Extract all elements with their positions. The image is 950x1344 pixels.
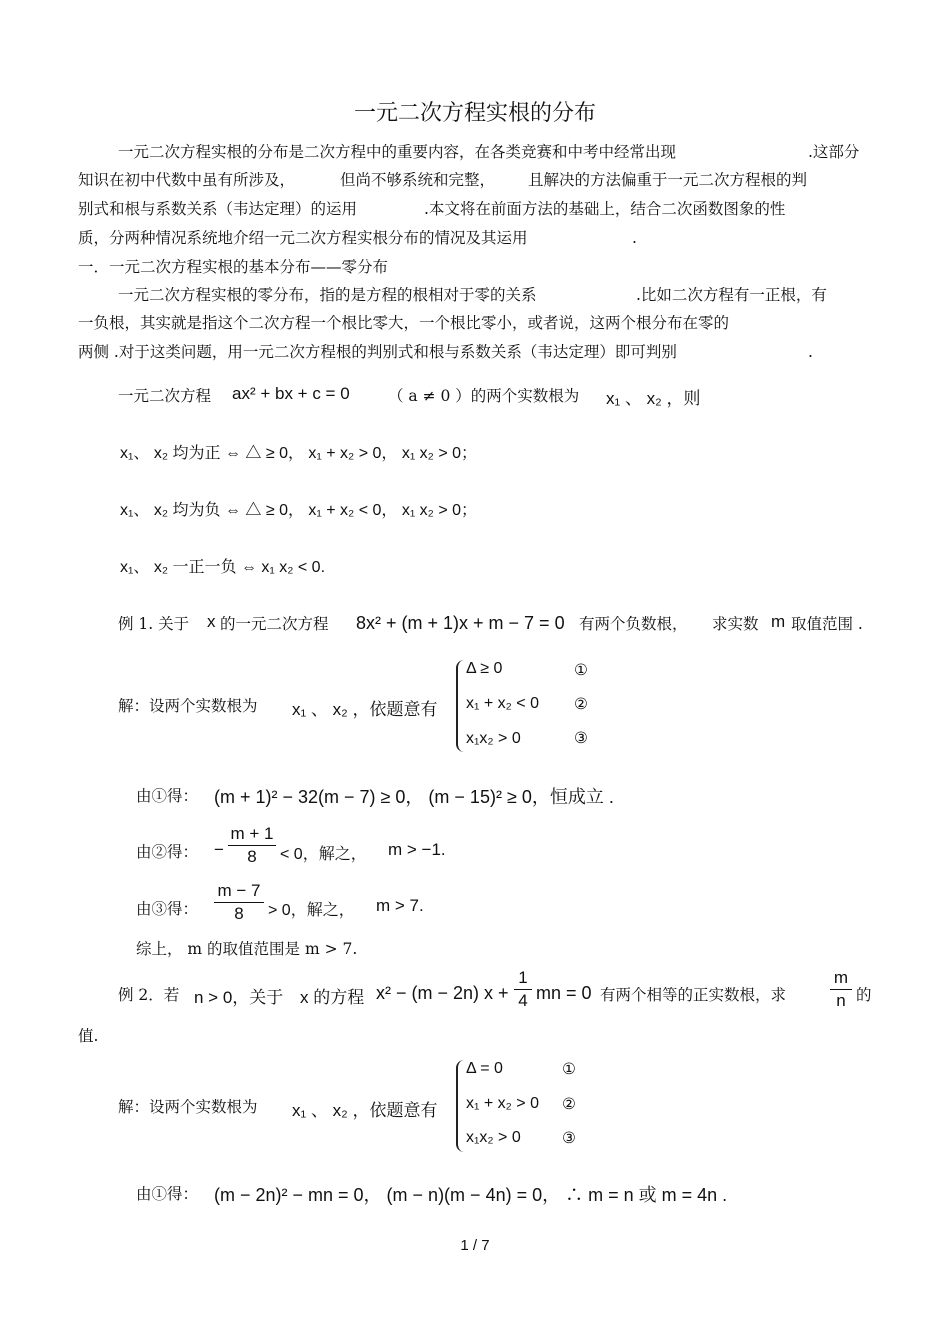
ex2-marker-1: ① (562, 1060, 576, 1078)
intro-line-4b: . (632, 229, 637, 247)
intro-line-3b: .本文将在前面方法的基础上，结合二次函数图象的性 (424, 200, 786, 218)
intro-line-2a: 知识在初中代数中虽有所涉及， (78, 171, 296, 189)
ex2-solution-roots: x₁ 、 x₂ ，依题意有 (292, 1101, 438, 1120)
page-title: 一元二次方程实根的分布 (353, 101, 596, 126)
section-p1a: 一元二次方程实根的零分布，指的是方程的根相对于零的关系 (118, 286, 537, 304)
case-both-positive: x₁、 x₂ 均为正 ⇔ △ ≥ 0， x₁ + x₂ > 0， x₁ x₂ > 0； (120, 445, 478, 462)
ex1-step2-label: 由②得： (136, 843, 199, 861)
intro-line-3a: 别式和根与系数关系（韦达定理）的运用 (78, 200, 358, 218)
theorem-condition: （ a ≠ 0 ）的两个实数根为 (388, 387, 580, 405)
ex2-q2: n > 0，关于 (194, 988, 284, 1007)
intro-line-2b: 但尚不够系统和完整， (340, 171, 496, 189)
ex1-q5: 取值范围 . (791, 615, 863, 633)
ex2-ratio-denominator: n (836, 991, 846, 1010)
page-number: 1 / 7 (460, 1237, 490, 1254)
theorem-roots: x₁ 、 x₂ ，则 (606, 389, 701, 408)
ex1-solution-lead: 解：设两个实数根为 (118, 697, 258, 715)
ex1-conclusion: 综上， m 的取值范围是 m > 7. (136, 940, 358, 958)
theorem-lead: 一元二次方程 (118, 387, 212, 405)
ex1-step1-label: 由①得： (136, 787, 199, 805)
ex2-equation-part1: x² − (m − 2n) x + (376, 983, 509, 1003)
ex1-step3-result: > 0，解之， (268, 902, 355, 919)
ex2-marker-2: ② (562, 1095, 576, 1113)
intro-line-1-end: .这部分 (808, 143, 860, 161)
ex1-step3-numerator: m − 7 (217, 881, 261, 900)
ex2-ratio-fraction (830, 968, 852, 1011)
ex2-q5: 的 (856, 986, 872, 1004)
ex2-step1-label: 由①得： (136, 1185, 199, 1203)
ex1-step2-answer: m > −1. (388, 840, 446, 859)
ex1-step2-result: < 0，解之， (280, 846, 367, 863)
case-opposite-signs: x₁、 x₂ 一正一负 ⇔ x₁ x₂ < 0. (120, 559, 326, 576)
ex1-system-cond-1: Δ ≥ 0 (466, 660, 503, 677)
ex2-system-cond-2: x₁ + x₂ > 0 (466, 1095, 539, 1112)
section-p3b: . (808, 343, 813, 361)
ex1-step2-numerator: m + 1 (230, 824, 274, 843)
ex2-marker-3: ③ (562, 1129, 576, 1147)
ex2-fraction-quarter (514, 968, 532, 1011)
ex1-step2-minus: − (214, 840, 224, 859)
ex1-q2: 的一元二次方程 (220, 615, 329, 633)
ex2-ratio-numerator: m (833, 968, 849, 987)
ex2-q3: x 的方程 (300, 988, 365, 1007)
ex2-q4: 有两个相等的正实数根，求 (600, 986, 787, 1004)
ex2-system-cond-1: Δ = 0 (466, 1060, 503, 1077)
section-p1b: .比如二次方程有一正根，有 (636, 286, 827, 304)
fraction-bar (214, 902, 264, 903)
ex1-marker-1: ① (574, 661, 588, 679)
ex2-q6: 值. (78, 1027, 99, 1045)
ex1-solution-roots: x₁ 、 x₂ ，依题意有 (292, 700, 438, 719)
ex1-system-cond-2: x₁ + x₂ < 0 (466, 695, 539, 712)
ex1-step3-answer: m > 7. (376, 896, 424, 915)
ex1-system-cond-3: x₁x₂ > 0 (466, 730, 521, 747)
ex2-q1: 例 2．若 (118, 986, 180, 1004)
ex2-solution-lead: 解：设两个实数根为 (118, 1098, 258, 1116)
fraction-bar (830, 989, 852, 990)
ex1-equation: 8x² + (m + 1)x + m − 7 = 0 (356, 613, 565, 633)
ex1-step2-fraction (228, 824, 276, 867)
ex1-var-x: x (207, 612, 216, 631)
section-p3a: 两侧 .对于这类问题，用一元二次方程根的判别式和根与系数关系（韦达定理）即可判别 (78, 343, 677, 361)
ex1-step3-label: 由③得： (136, 900, 199, 918)
ex2-system-brace (456, 1060, 466, 1152)
ex1-var-m: m (771, 612, 786, 631)
ex2-fraction-denominator: 4 (518, 991, 528, 1010)
theorem-equation: ax² + bx + c = 0 (232, 384, 350, 403)
ex1-step3-denominator: 8 (234, 904, 244, 923)
ex1-q1: 例 1. 关于 (118, 615, 190, 633)
ex1-step2-denominator: 8 (247, 847, 257, 866)
ex1-step3-fraction (214, 881, 264, 924)
ex1-marker-2: ② (574, 695, 588, 713)
fraction-bar (514, 989, 532, 990)
section-p2: 一负根，其实就是指这个二次方程一个根比零大，一个根比零小，或者说，这两个根分布在零的 (78, 314, 730, 332)
ex1-marker-3: ③ (574, 729, 588, 747)
ex1-q3: 有两个负数根， (579, 615, 688, 633)
ex2-equation-part2: mn = 0 (536, 983, 592, 1003)
fraction-bar (228, 845, 276, 846)
intro-line-2c: 且解决的方法偏重于一元二次方程根的判 (528, 171, 808, 189)
ex2-step1-expr: (m − 2n)² − mn = 0， (m − n)(m − 4n) = 0， ∴ m = n 或 m = 4n . (214, 1185, 728, 1205)
intro-line-4a: 质，分两种情况系统地介绍一元二次方程实根分布的情况及其运用 (78, 229, 528, 247)
case-both-negative: x₁、 x₂ 均为负 ⇔ △ ≥ 0， x₁ + x₂ < 0， x₁ x₂ > 0； (120, 502, 478, 519)
intro-line-1: 一元二次方程实根的分布是二次方程中的重要内容，在各类竞赛和中考中经常出现 (118, 143, 677, 161)
ex1-system-brace (456, 660, 466, 752)
ex1-q4: 求实数 (712, 615, 759, 633)
ex2-system-cond-3: x₁x₂ > 0 (466, 1129, 521, 1146)
ex2-fraction-numerator: 1 (518, 968, 528, 987)
section-heading: 一．一元二次方程实根的基本分布——零分布 (78, 258, 389, 276)
ex1-step1-expr: (m + 1)² − 32(m − 7) ≥ 0， (m − 15)² ≥ 0，恒成立 . (214, 787, 614, 807)
